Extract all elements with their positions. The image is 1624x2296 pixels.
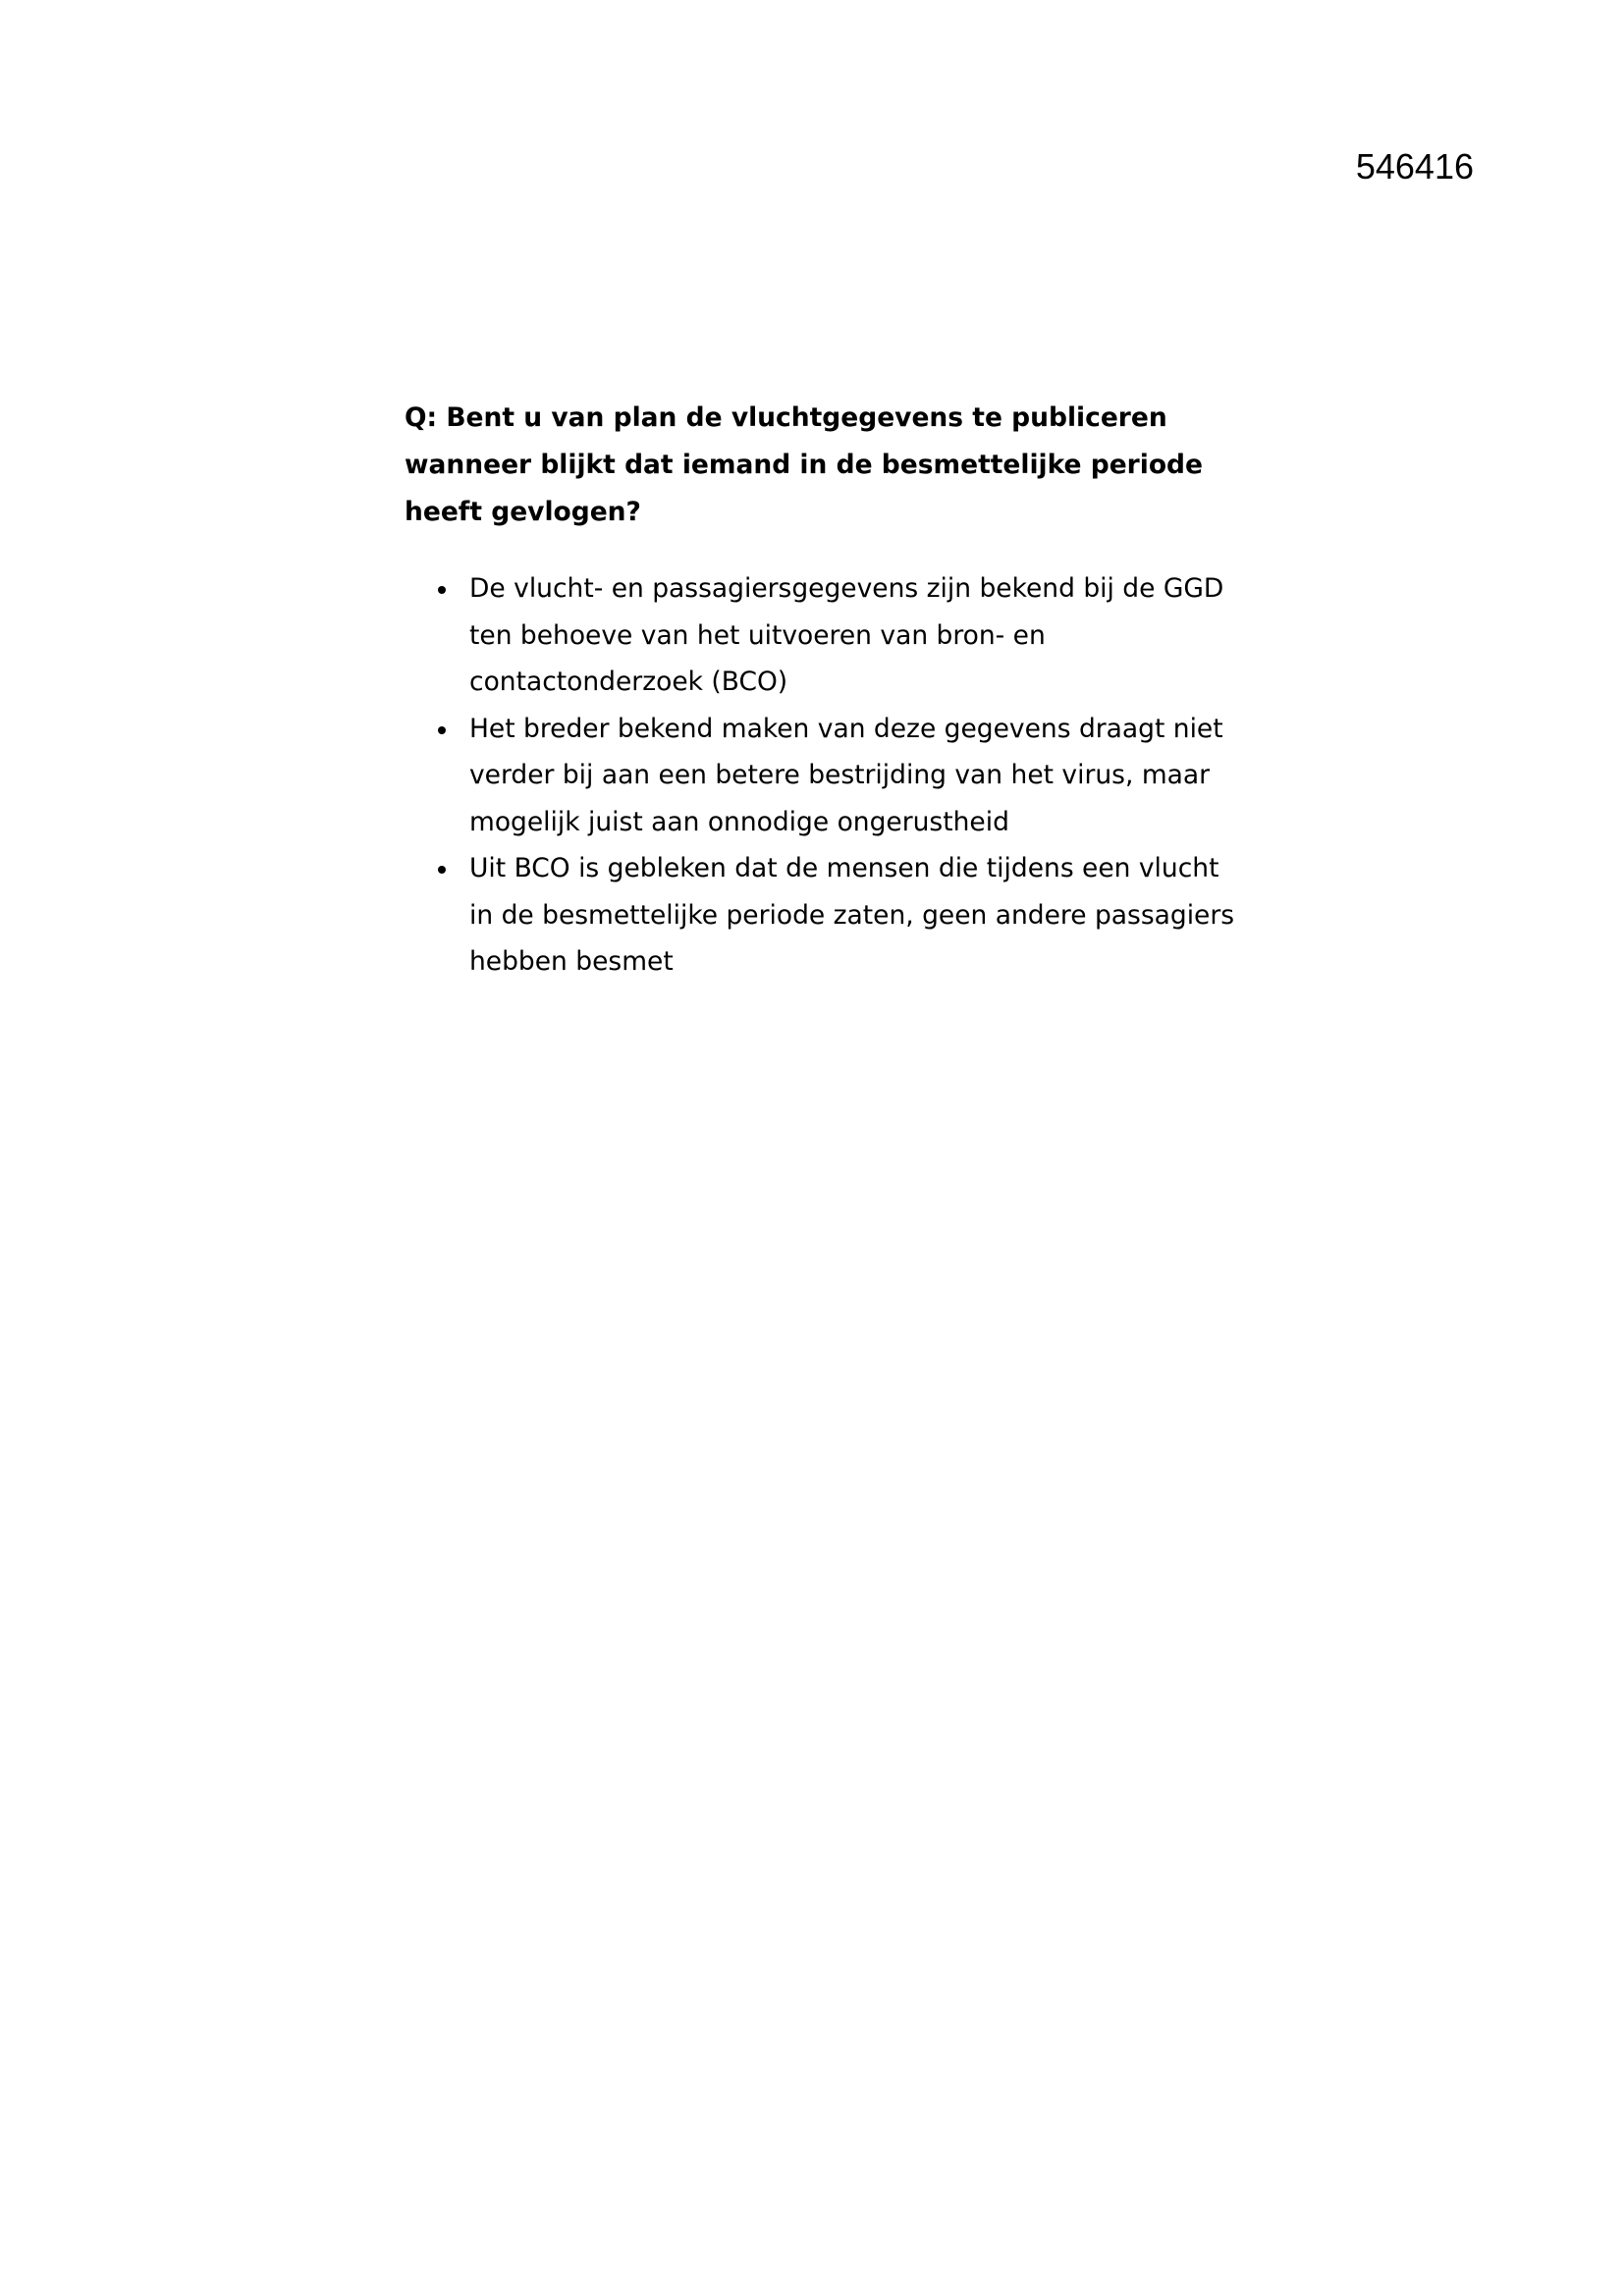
question-line: Q: Bent u van plan de vluchtgegevens te publiceren <box>405 402 1167 433</box>
answer-bullet-list <box>405 565 1249 986</box>
bullet-line: Het breder bekend maken van deze gegevens draagt niet <box>469 713 1223 744</box>
bullet-line: De vlucht- en passagiersgegevens zijn bekend bij de GGD <box>469 573 1224 604</box>
question-line: wanneer blijkt dat iemand in de besmettelijke periode <box>405 450 1203 480</box>
question-line: heeft gevlogen? <box>405 497 641 527</box>
answer-bullet <box>405 706 1249 846</box>
bullet-line: verder bij aan een betere bestrijding van het virus, maar <box>469 760 1211 790</box>
bullet-line: hebben besmet <box>469 946 674 977</box>
answer-bullet <box>405 845 1249 986</box>
bullet-text <box>469 845 1249 986</box>
bullet-text <box>469 706 1249 846</box>
bullet-line: in de besmettelijke periode zaten, geen andere passagiers <box>469 899 1235 931</box>
bullet-line: contactonderzoek (BCO) <box>469 667 788 697</box>
bullet-dot-icon <box>438 726 446 734</box>
bullet-line: ten behoeve van het uitvoeren van bron- en <box>469 619 1046 651</box>
bullet-text <box>469 565 1249 706</box>
answer-bullet <box>405 565 1249 706</box>
document-body <box>405 395 1249 986</box>
bullet-dot-icon <box>438 586 446 594</box>
question-heading <box>405 395 1249 536</box>
document-number: 546416 <box>1355 146 1474 187</box>
bullet-line: mogelijk juist aan onnodige ongerustheid <box>469 806 1009 837</box>
bullet-line: Uit BCO is gebleken dat de mensen die tijdens een vlucht <box>469 853 1219 883</box>
bullet-dot-icon <box>438 866 446 874</box>
